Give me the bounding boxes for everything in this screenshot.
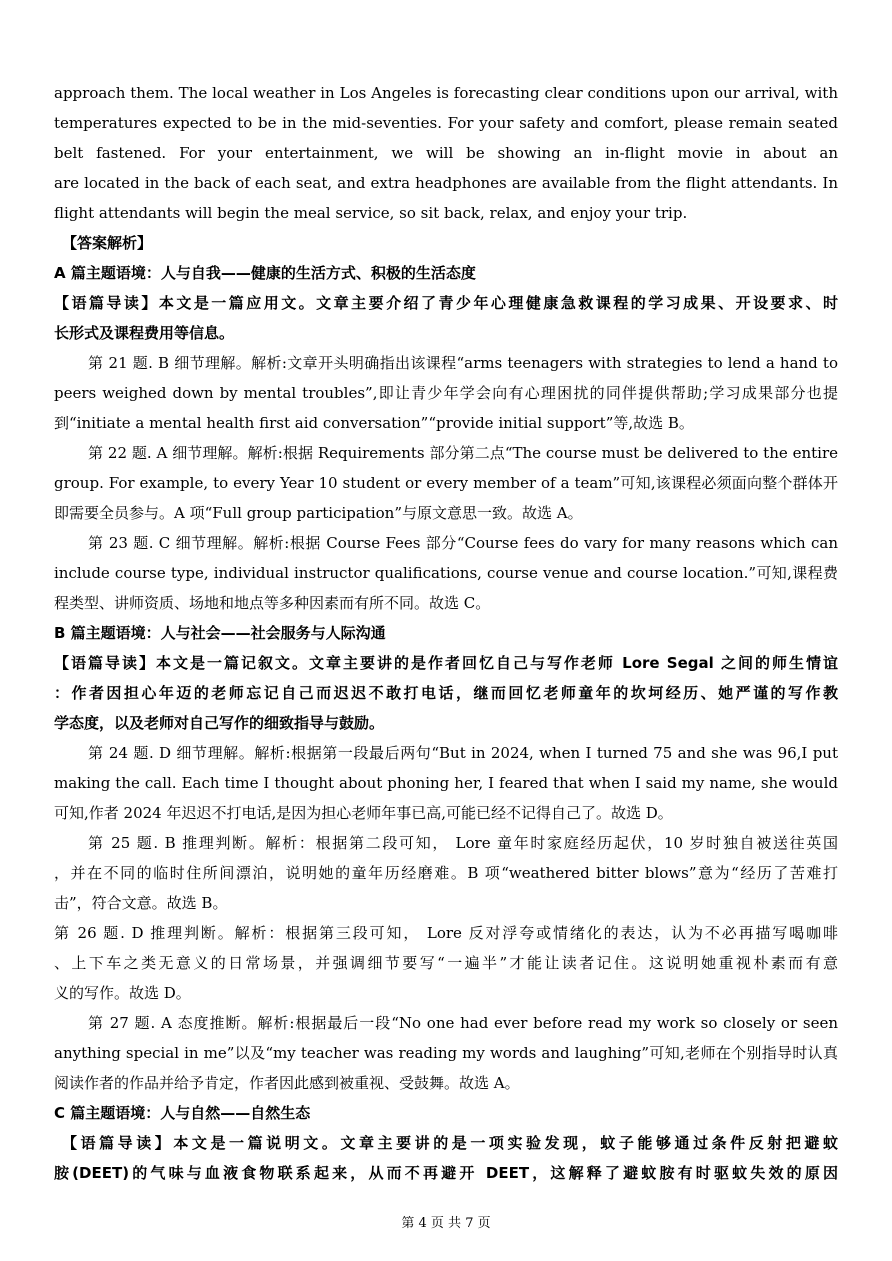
question-21: peers weighed down by mental troubles”,即让青少年学会向有心理困扰的同伴提供帮助;学习成果部分也提 [54, 384, 838, 402]
question-27: anything special in me”以及“my teacher was reading my words and laughing”可知,老师在个别指导时认真 [54, 1044, 838, 1062]
question-24: 可知,作者 2024 年迟迟不打电话,是因为担心老师年事已高,可能已经不记得自己了。故选 D。 [54, 804, 673, 822]
question-26: 义的写作。故选 D。 [54, 984, 191, 1002]
question-21: 第 21 题. B 细节理解。解析:文章开头明确指出该课程“arms teenagers with strategies to lend a hand to [88, 354, 838, 372]
question-21: 到“initiate a mental health first aid conversation”“provide initial support”等,故选 B。 [54, 414, 694, 432]
section-a-theme: A 篇主题语境：人与自我——健康的生活方式、积极的生活态度 [54, 264, 476, 282]
question-25: ，并在不同的临时住所间漂泊，说明她的童年历经磨难。B 项“weathered bitter blows”意为“经历了苦难打 [54, 864, 838, 882]
question-27: 阅读作者的作品并给予肯定，作者因此感到被重视、受鼓舞。故选 A。 [54, 1074, 520, 1092]
question-26: 第 26 题. D 推理判断。解析：根据第三段可知， Lore 反对浮夸或情绪化的表达，认为不必再描写喝咖啡 [54, 924, 838, 942]
question-23: include course type, individual instructor qualifications, course venue and course location.”可知,课程费 [54, 564, 838, 582]
passage-line: approach them. The local weather in Los Angeles is forecasting clear conditions upon our arrival, with [54, 84, 838, 102]
question-23: 程类型、讲师资质、场地和地点等多种因素而有所不同。故选 C。 [54, 594, 491, 612]
document-body [54, 78, 838, 1188]
question-22: 即需要全员参与。A 项“Full group participation”与原文意思一致。故选 A。 [54, 504, 583, 522]
passage-line: temperatures expected to be in the mid-seventies. For your safety and comfort, please remain seated [54, 114, 838, 132]
question-26: 、上下车之类无意义的日常场景，并强调细节要写“一遍半”才能让读者记住。这说明她重视朴素而有意 [54, 954, 838, 972]
section-c-guide: 胺(DEET)的气味与血液食物联系起来，从而不再避开 DEET，这解释了避蚊胺有时驱蚊失效的原因 [54, 1164, 838, 1182]
section-c-guide: 【语篇导读】本文是一篇说明文。文章主要讲的是一项实验发现，蚊子能够通过条件反射把避蚊 [62, 1134, 838, 1152]
section-a-guide: 长形式及课程费用等信息。 [54, 324, 235, 342]
question-22: 第 22 题. A 细节理解。解析:根据 Requirements 部分第二点“The course must be delivered to the entire [88, 444, 838, 462]
passage-line: belt fastened. For your entertainment, we will be showing an in-flight movie in about an [54, 144, 838, 162]
page-footer: 第 4 页 共 7 页 [401, 1216, 491, 1231]
section-b-theme: B 篇主题语境：人与社会——社会服务与人际沟通 [54, 624, 386, 642]
question-27: 第 27 题. A 态度推断。解析:根据最后一段“No one had ever before read my work so closely or seen [88, 1014, 838, 1032]
section-b-guide: 【语篇导读】本文是一篇记叙文。文章主要讲的是作者回忆自己与写作老师 Lore Segal 之间的师生情谊 [54, 654, 838, 672]
section-b-guide: ：作者因担心年迈的老师忘记自己而迟迟不敢打电话，继而回忆老师童年的坎坷经历、她严谨的写作教 [54, 684, 838, 702]
question-24: making the call. Each time I thought about phoning her, I feared that when I said my name, she would [54, 774, 838, 792]
question-25: 第 25 题. B 推理判断。解析：根据第二段可知， Lore 童年时家庭经历起伏，10 岁时独自被送往英国 [88, 834, 838, 852]
question-22: group. For example, to every Year 10 student or every member of a team”可知,该课程必须面向整个群体开 [54, 474, 838, 492]
section-a-guide: 【语篇导读】本文是一篇应用文。文章主要介绍了青少年心理健康急救课程的学习成果、开设要求、时 [54, 294, 838, 312]
question-23: 第 23 题. C 细节理解。解析:根据 Course Fees 部分“Course fees do vary for many reasons which can [88, 534, 838, 552]
passage-line: flight attendants will begin the meal service, so sit back, relax, and enjoy your trip. [54, 204, 688, 222]
section-c-theme: C 篇主题语境：人与自然——自然生态 [54, 1104, 311, 1122]
passage-line: are located in the back of each seat, and extra headphones are available from the flight attendants. In [54, 174, 838, 192]
section-b-guide: 学态度，以及老师对自己写作的细致指导与鼓励。 [54, 714, 385, 732]
question-24: 第 24 题. D 细节理解。解析:根据第一段最后两句“But in 2024, when I turned 75 and she was 96,I put [88, 744, 838, 762]
question-25: 击”，符合文意。故选 B。 [54, 894, 228, 912]
answer-analysis-heading: 【答案解析】 [62, 234, 153, 252]
